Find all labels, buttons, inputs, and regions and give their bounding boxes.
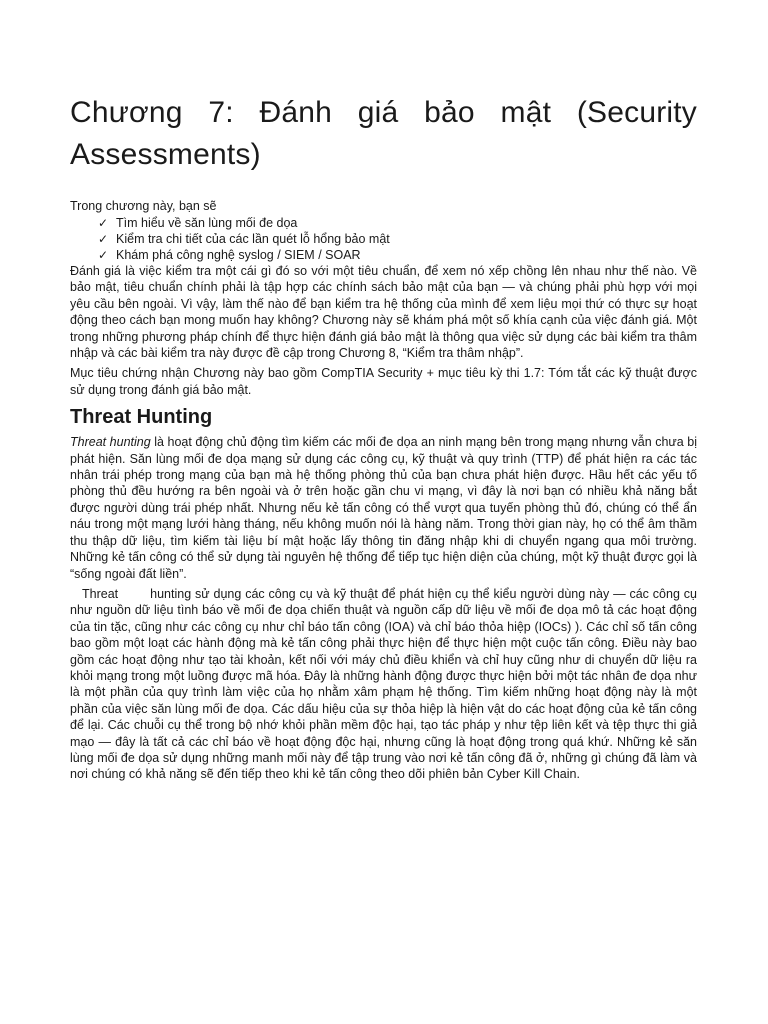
check-icon: ✓ [98, 248, 109, 262]
certification-paragraph: Mục tiêu chứng nhận Chương này bao gồm CompTIA Security + mục tiêu kỳ thi 1.7: Tóm tắt các kỹ thuật được sử dụng trong đánh giá bảo mật. [70, 366, 697, 397]
paragraph-lead: Threat [82, 586, 119, 601]
chapter-title: Chương 7: Đánh giá bảo mật (Security Assessments) [70, 96, 697, 171]
intro-lead: Trong chương này, bạn sẽ [70, 199, 217, 213]
section-heading: Threat Hunting [70, 406, 213, 429]
list-item-text: Tìm hiểu về săn lùng mối đe dọa [116, 216, 298, 230]
list-item [98, 247, 697, 263]
list-item [98, 231, 697, 247]
term-threat-hunting: Threat hunting [70, 435, 151, 450]
check-icon: ✓ [98, 232, 109, 246]
list-item [98, 215, 697, 231]
page-content [70, 92, 697, 787]
list-item-text: Kiểm tra chi tiết của các lần quét lỗ hổng bảo mật [116, 232, 390, 246]
threat-hunting-paragraph-2 [70, 586, 697, 783]
paragraph-text: hunting sử dụng các công cụ và kỹ thuật để phát hiện cụ thể kiểu người dùng này — các công cụ như nguồn dữ liệu tình báo về mối đe dọa chiến thuật và nguồn cấp dữ liệu về mối đe dọa mô tả các hoạt động của tin tặc, cũng như các công cụ như chỉ báo tấn công (IOA) và chỉ báo thỏa hiệp (IOCs) ). Các chỉ số tấn công bao gồm một loạt các hành động mà kẻ tấn công phải thực hiện để thực hiện một cuộc tấn công. Điều này bao gồm các hoạt động như tạo tài khoản, kết nối với máy chủ điều khiển và chỉ huy cũng như di chuyển dữ liệu ra khỏi mạng trong một luồng được mã hóa. Đây là những hành động được thực hiện bởi một tác nhân đe dọa như là một phần của quy trình làm việc của họ nhằm xâm phạm hệ thống. Tìm kiếm những hoạt động này là một phần của việc săn lùng mối đe dọa. Các dấu hiệu của sự thỏa hiệp là hiện vật do các hoạt động của kẻ tấn công để lại. Các chuỗi cụ thể trong bộ nhớ khỏi phần mềm độc hại, tạo tác pháp y như tệp liên kết và tệp thực thi giả mạo — đây là tất cả các chỉ báo về hoạt động độc hại, nhưng cũng là hoạt động trong quá khứ. Những kẻ săn lùng mối đe dọa sử dụng những manh mối này để tập trung vào nơi kẻ tấn công đã ở, những gì chúng đã làm và nơi chúng có khả năng sẽ đến tiếp theo khi kẻ tấn công theo dõi phiên bản Cyber Kill Chain. [70, 586, 697, 782]
intro-paragraph: Đánh giá là việc kiểm tra một cái gì đó so với một tiêu chuẩn, để xem nó xếp chồng lên nhau như thế nào. Về bảo mật, tiêu chuẩn chính phải là tập hợp các chính sách bảo mật của bạn — và chúng phải phù hợp với mọi yêu cầu bên ngoài. Vì vậy, làm thế nào để bạn kiểm tra hệ thống của mình để xem liệu mọi thứ có thực sự hoạt động theo cách bạn mong muốn hay không? Chương này sẽ khám phá một số khía cạnh của việc đánh giá. Một trong những phương pháp chính để thực hiện đánh giá bảo mật là thông qua việc sử dụng các bài kiểm tra thâm nhập và các bài kiểm tra này được đề cập trong Chương 8, “Kiểm tra thâm nhập”. [70, 264, 697, 361]
list-item-text: Khám phá công nghệ syslog / SIEM / SOAR [116, 248, 361, 262]
objectives-list [70, 215, 697, 263]
paragraph-text: là hoạt động chủ động tìm kiếm các mối đe dọa an ninh mạng bên trong mạng nhưng vẫn chưa bị phát hiện. Săn lùng mối đe dọa mạng sử dụng các công cụ, kỹ thuật và quy trình (TTP) để phát hiện ra các tác nhân trái phép trong mạng của bạn mà hệ thống phòng thủ của bạn chưa phát hiện được. Hầu hết các yếu tố phòng thủ đều hướng ra bên ngoài và ở trên hoặc gần chu vi mạng, vì đây là nơi bạn có nhiều khả năng bắt được người dùng trái phép nhất. Nhưng nếu kẻ tấn công có thể vượt qua tuyến phòng thủ đó, chúng có thể ẩn náu trong một mạng lưới hàng tháng, nếu không muốn nói là hàng năm. Trong thời gian này, họ có thể âm thầm thu thập dữ liệu, tìm kiếm tài liệu bí mật hoặc lấy thông tin đăng nhập khi di chuyển ngang qua môi trường. Những kẻ tấn công có thể sử dụng tài nguyên hệ thống để tiếp tục hiện diện của chúng, một kỹ thuật được gọi là “sống ngoài đất liền”. [70, 435, 697, 581]
check-icon: ✓ [98, 216, 109, 230]
threat-hunting-paragraph-1 [70, 434, 697, 582]
